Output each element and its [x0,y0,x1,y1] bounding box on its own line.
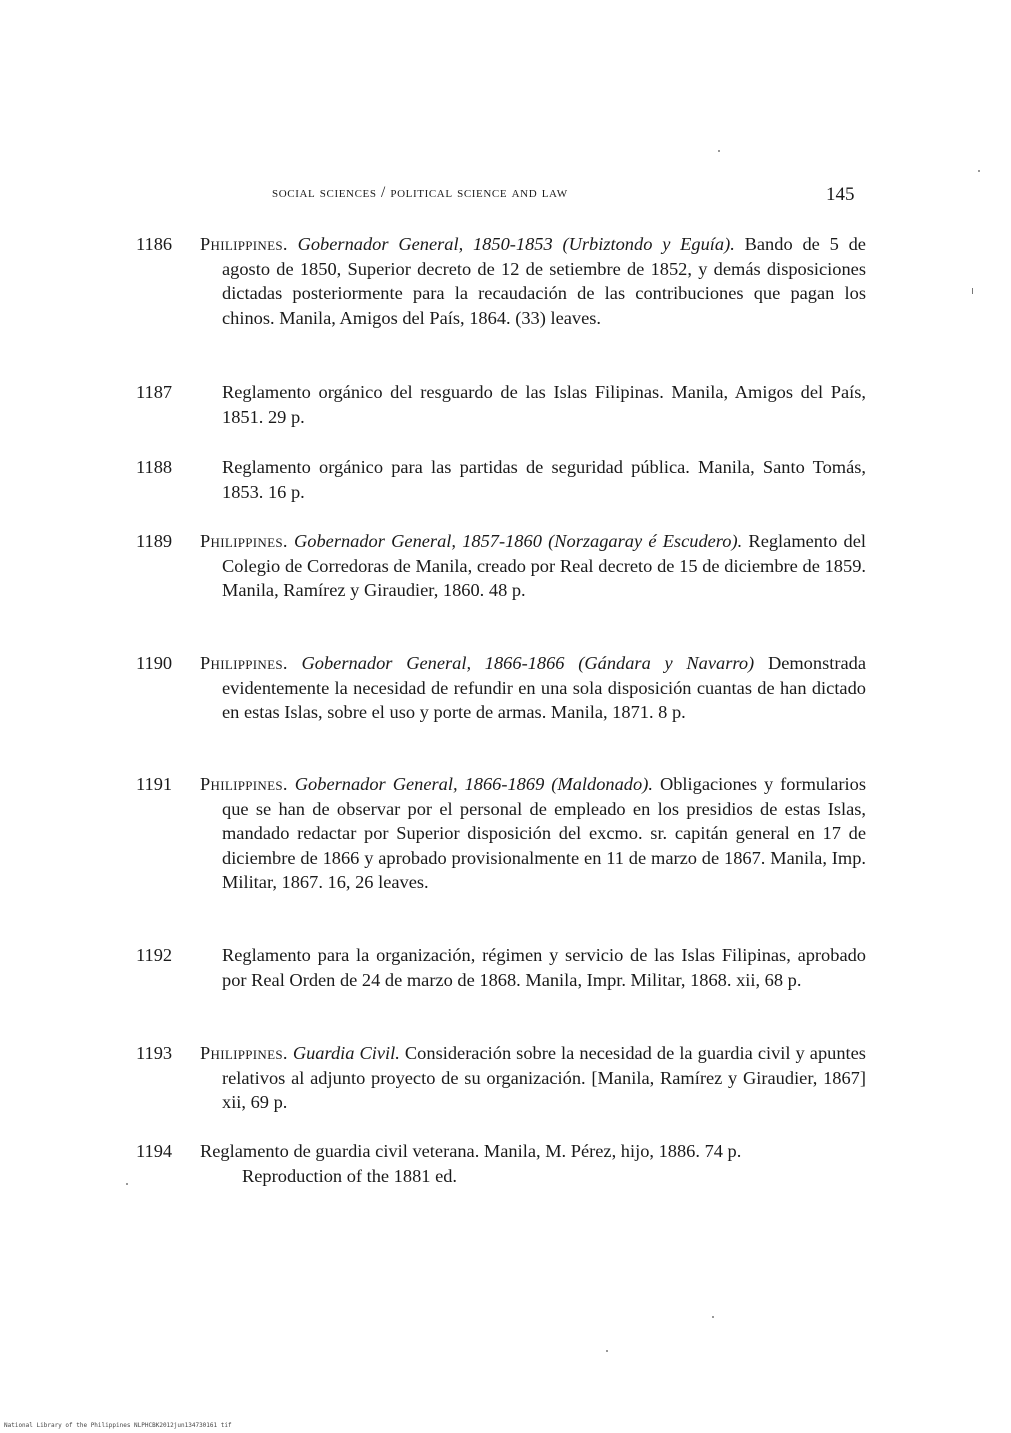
entry-text: Consideración sobre la necesidad de la guardia civil y apuntes relativos al adjunto proyecto de su organización. [Manila, Ramírez y Giraudier, 1867] xii, 69 p. [222,1043,866,1112]
entry-body [222,380,866,429]
entry-number: 1190 [136,653,173,673]
entry-body [222,455,866,504]
running-head: social sciences / political science and law [272,184,568,201]
entry-subauthority: Gobernador General, 1850-1853 (Urbiztondo y Eguía). [297,234,735,254]
entry-author: Philippines. [200,653,288,673]
entry-1188 [136,455,866,504]
entry-text: Reglamento orgánico del resguardo de las Islas Filipinas. Manila, Amigos del País, 1851. 29 p. [222,382,866,427]
entry-author: Philippines. [200,234,288,254]
entry-1187 [136,380,866,429]
entry-text: Demonstrada evidentemente la necesidad de refundir en una sola disposición cuantas de han dictado en estas Islas, sobre el uso y porte de armas. Manila, 1871. 8 p. [222,653,866,722]
entry-body [200,1139,866,1164]
entry-1193 [136,1041,866,1115]
entry-text: Obligaciones y formularios que se han de observar por el personal de empleado en los presidios de estas Islas, mandado redactar por Superior disposición del excmo. sr. capitán general en 17 de diciembre de 1866 y aprobado provisionalmente en 11 de marzo de 1867. Manila, Imp. Militar, 1867. 16, 26 leaves. [222,774,866,892]
entry-number: 1193 [136,1043,173,1063]
entry-1191 [136,772,866,895]
entry-author: Philippines. [200,1043,288,1063]
entry-number: 1191 [136,774,173,794]
entry-text: Bando de 5 de agosto de 1850, Superior decreto de 12 de setiembre de 1852, y demás disposiciones dictadas posteriormente para la recaudación de las contribuciones que pagan los chinos. Manila, Amigos del País, 1864. (33) leaves. [222,234,866,328]
entry-number: 1188 [136,457,173,477]
entry-subauthority: Gobernador General, 1866-1869 (Maldonado). [294,774,653,794]
entry-1192 [136,943,866,992]
entry-text: Reglamento para la organización, régimen y servicio de las Islas Filipinas, aprobado por Real Orden de 24 de marzo de 1868. Manila, Impr. Militar, 1868. xii, 68 p. [222,945,866,990]
scan-speck [606,1350,608,1352]
scan-footer: National Library of the Philippines NLPHCBK2012jun134730161 tif [4,1422,232,1429]
scan-speck [718,150,720,152]
entry-body [200,1041,866,1115]
entry-1190 [136,651,866,725]
entry-1194 [136,1139,866,1188]
entry-subauthority: Gobernador General, 1866-1866 (Gándara y Navarro) [301,653,755,673]
entry-text: Reglamento del Colegio de Corredoras de Manila, creado por Real decreto de 15 de diciembre de 1859. Manila, Ramírez y Giraudier, 1860. 48 p. [222,531,866,600]
entry-note: Reproduction of the 1881 ed. [242,1165,458,1186]
entry-subauthority: Gobernador General, 1857-1860 (Norzagaray é Escudero). [293,531,743,551]
scan-speck [978,170,980,172]
entry-text: Reglamento orgánico para las partidas de seguridad pública. Manila, Santo Tomás, 1853. 16 p. [222,457,866,502]
entry-body [222,943,866,992]
entry-number: 1192 [136,945,173,965]
entry-author: Philippines. [200,531,288,551]
entry-body [200,529,866,603]
entry-body [200,232,866,330]
entry-subauthority: Guardia Civil. [292,1043,400,1063]
scan-speck [972,288,973,294]
entry-1186 [136,232,866,330]
entry-body [200,651,866,725]
entry-number: 1187 [136,382,173,402]
entry-number: 1189 [136,531,173,551]
scan-speck [712,1316,714,1318]
entry-1189 [136,529,866,603]
page-number: 145 [826,184,855,205]
entry-text: Reglamento de guardia civil veterana. Manila, M. Pérez, hijo, 1886. 74 p. [200,1141,742,1161]
entry-number: 1186 [136,234,173,254]
entry-body [200,772,866,895]
scan-speck [126,1183,128,1185]
entry-author: Philippines. [200,774,288,794]
entry-number: 1194 [136,1141,173,1161]
